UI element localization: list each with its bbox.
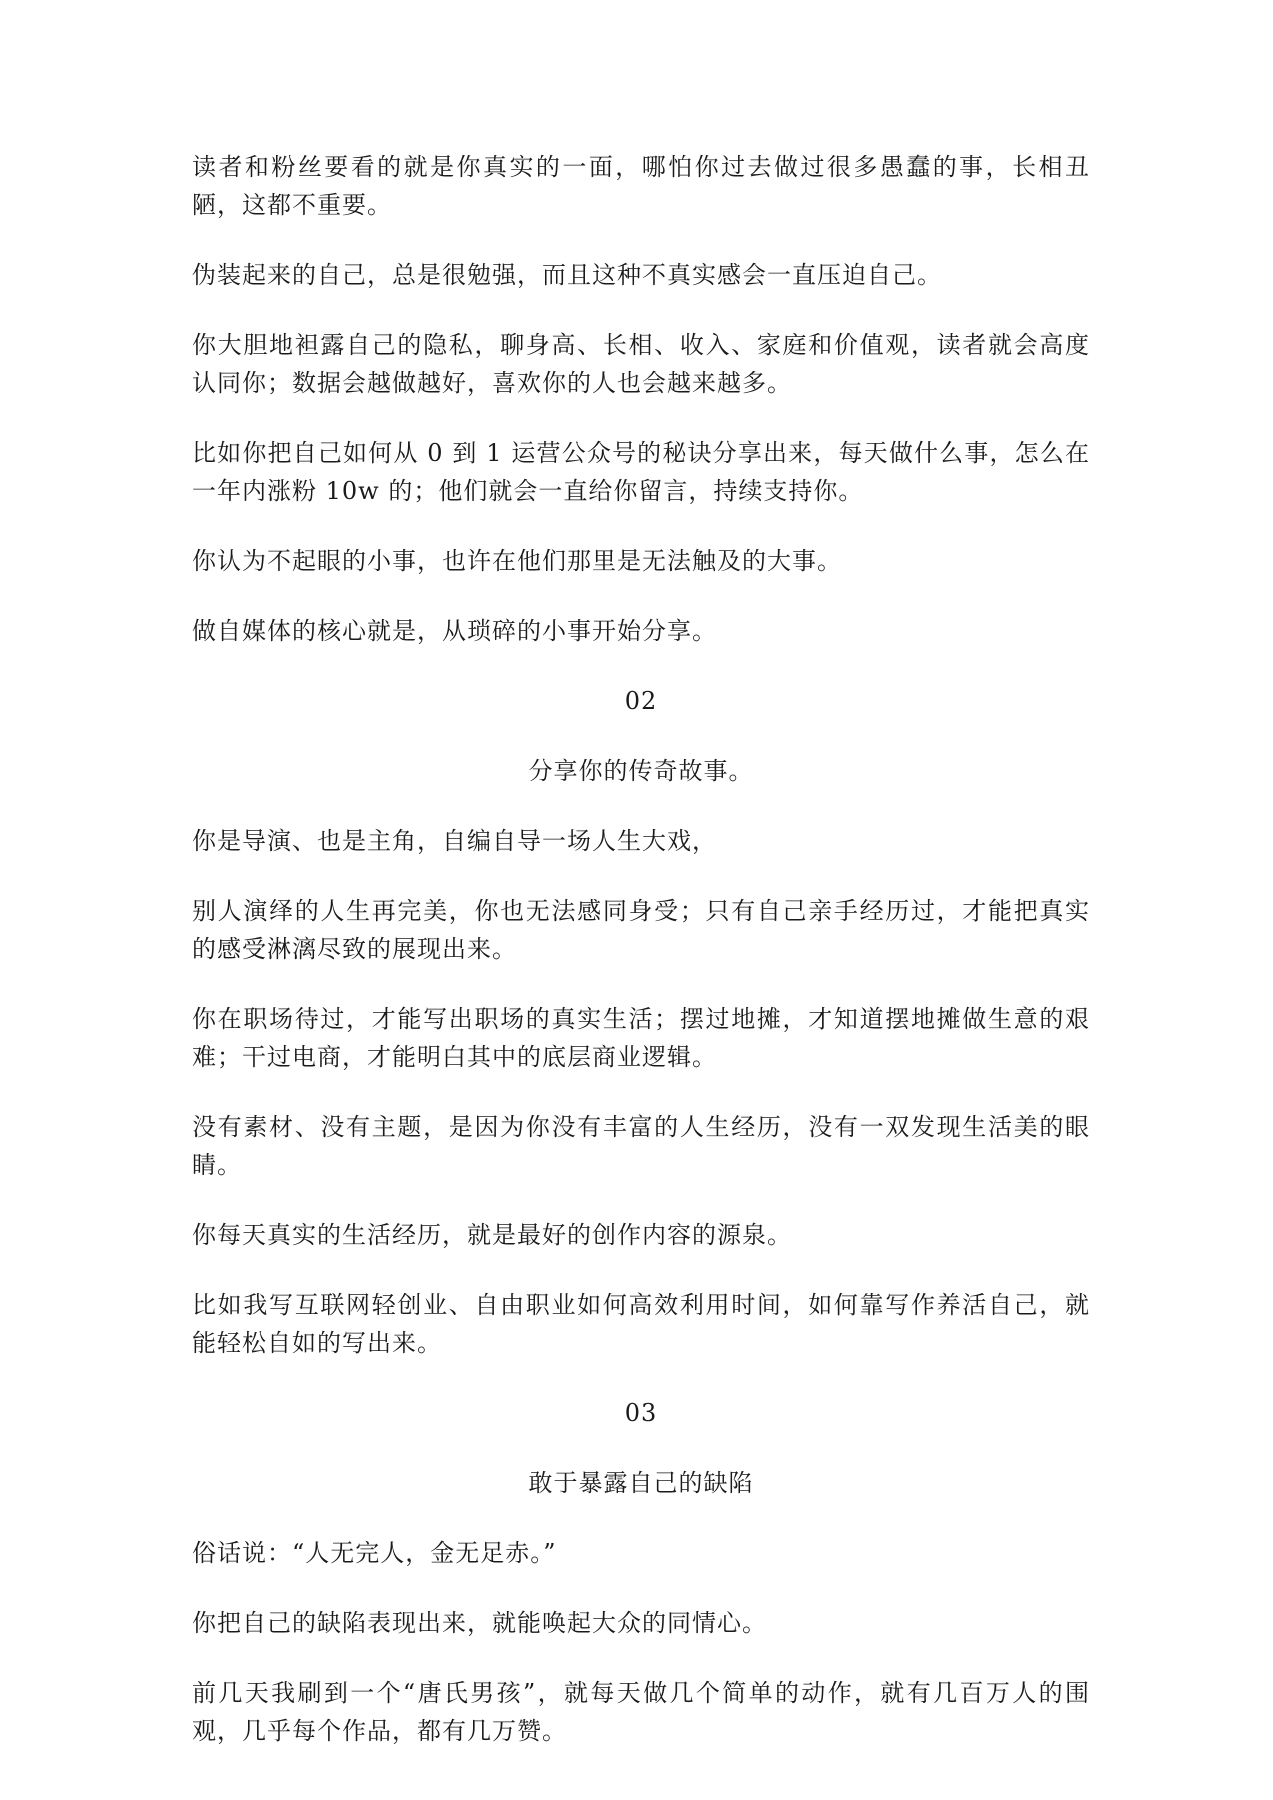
paragraph: 俗话说：“人无完人，金无足赤。” bbox=[192, 1539, 557, 1567]
paragraph: 你把自己的缺陷表现出来，就能唤起大众的同情心。 bbox=[192, 1609, 767, 1637]
document-body bbox=[192, 148, 1090, 1782]
paragraph: 前几天我刷到一个“唐氏男孩”，就每天做几个简单的动作，就有几百万人的围观，几乎每个作品，都有几万赞。 bbox=[192, 1679, 1090, 1745]
paragraph: 比如我写互联网轻创业、自由职业如何高效利用时间，如何靠写作养活自己，就能轻松自如的写出来。 bbox=[192, 1291, 1090, 1357]
paragraph: 你认为不起眼的小事，也许在他们那里是无法触及的大事。 bbox=[192, 547, 842, 575]
section-number: 03 bbox=[624, 1399, 658, 1427]
section-heading: 分享你的传奇故事。 bbox=[528, 757, 754, 785]
paragraph: 没有素材、没有主题，是因为你没有丰富的人生经历，没有一双发现生活美的眼睛。 bbox=[192, 1113, 1090, 1179]
paragraph: 伪装起来的自己，总是很勉强，而且这种不真实感会一直压迫自己。 bbox=[192, 261, 942, 289]
paragraph: 你每天真实的生活经历，就是最好的创作内容的源泉。 bbox=[192, 1221, 792, 1249]
section-number: 02 bbox=[624, 687, 658, 715]
paragraph: 别人演绎的人生再完美，你也无法感同身受；只有自己亲手经历过，才能把真实的感受淋漓尽致的展现出来。 bbox=[192, 897, 1090, 963]
paragraph: 比如你把自己如何从 0 到 1 运营公众号的秘诀分享出来，每天做什么事，怎么在一年内涨粉 10w 的；他们就会一直给你留言，持续支持你。 bbox=[192, 439, 1090, 505]
section-heading: 敢于暴露自己的缺陷 bbox=[528, 1469, 754, 1497]
paragraph: 你在职场待过，才能写出职场的真实生活；摆过地摊，才知道摆地摊做生意的艰难；干过电商，才能明白其中的底层商业逻辑。 bbox=[192, 1005, 1090, 1071]
paragraph: 你大胆地袒露自己的隐私，聊身高、长相、收入、家庭和价值观，读者就会高度认同你；数据会越做越好，喜欢你的人也会越来越多。 bbox=[192, 331, 1090, 397]
paragraph: 读者和粉丝要看的就是你真实的一面，哪怕你过去做过很多愚蠢的事，长相丑陋，这都不重要。 bbox=[192, 153, 1090, 219]
paragraph: 你是导演、也是主角，自编自导一场人生大戏， bbox=[192, 827, 717, 855]
paragraph: 做自媒体的核心就是，从琐碎的小事开始分享。 bbox=[192, 617, 717, 645]
